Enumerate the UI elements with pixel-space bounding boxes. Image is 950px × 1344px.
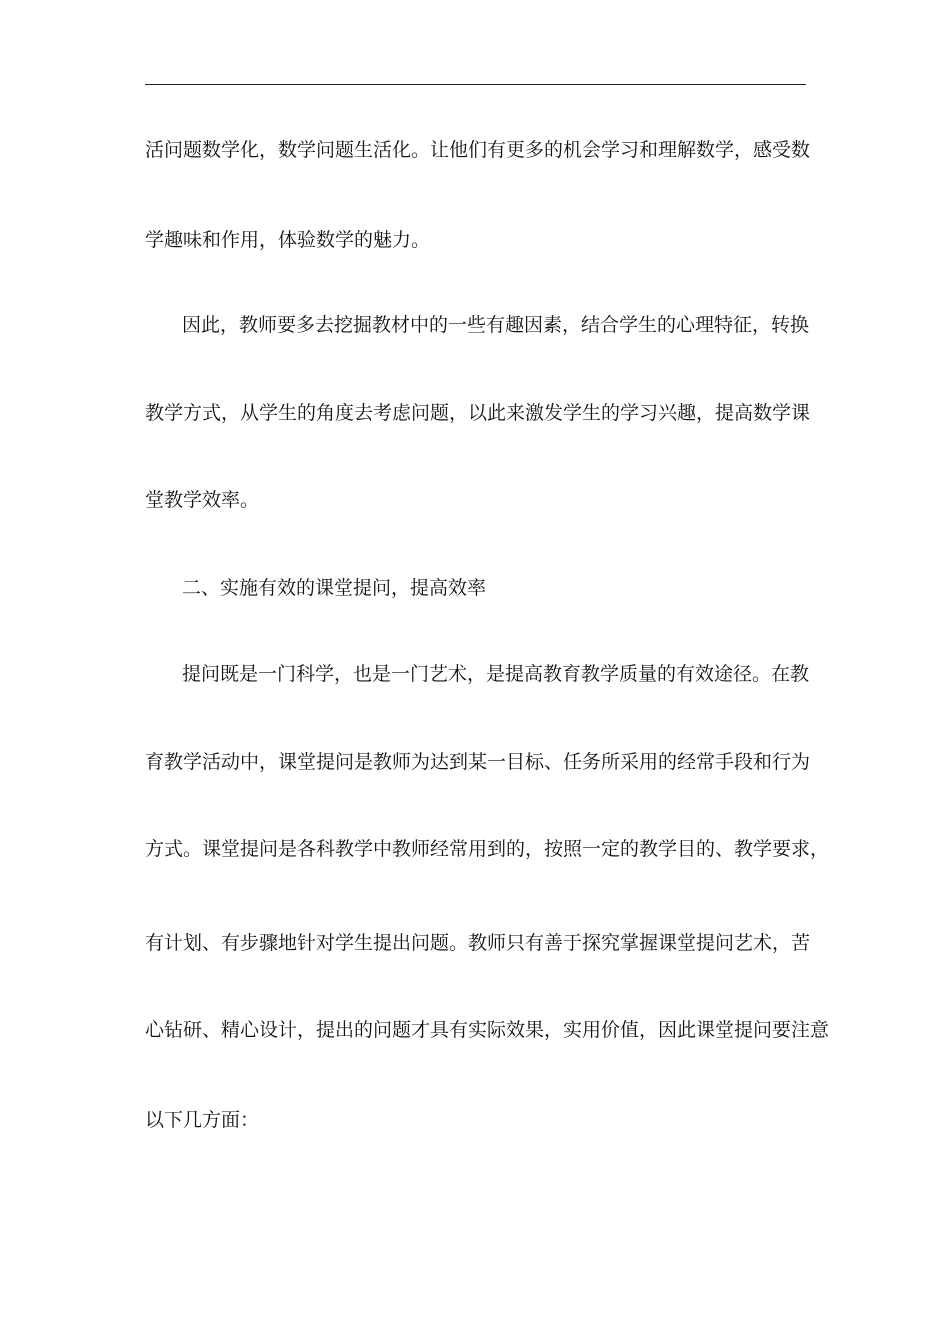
body-text-line: 方式。课堂提问是各科教学中教师经常用到的，按照一定的教学目的、教学要求， (145, 838, 830, 860)
body-text-line: 教学方式，从学生的角度去考虑问题，以此来激发学生的学习兴趣，提高数学课 (145, 402, 811, 424)
body-text-line: 有计划、有步骤地针对学生提出问题。教师只有善于探究掌握课堂提问艺术，苦 (145, 932, 811, 954)
body-text-line: 以下几方面： (145, 1109, 260, 1131)
body-text-line: 堂教学效率。 (145, 489, 260, 511)
body-text-line: 活问题数学化，数学问题生活化。让他们有更多的机会学习和理解数学，感受数 (145, 139, 811, 161)
paragraph-first-line: 提问既是一门科学，也是一门艺术，是提高教育教学质量的有效途径。在教 (182, 663, 810, 685)
body-text-line: 心钻研、精心设计，提出的问题才具有实际效果，实用价值，因此课堂提问要注意 (145, 1019, 830, 1041)
body-text-line: 学趣味和作用，体验数学的魅力。 (145, 229, 431, 251)
paragraph-first-line: 因此，教师要多去挖掘教材中的一些有趣因素，结合学生的心理特征，转换 (182, 314, 810, 336)
body-text-line: 育教学活动中，课堂提问是教师为达到某一目标、任务所采用的经常手段和行为 (145, 751, 811, 773)
header-rule (145, 84, 806, 85)
section-heading: 二、实施有效的课堂提问，提高效率 (182, 577, 487, 599)
